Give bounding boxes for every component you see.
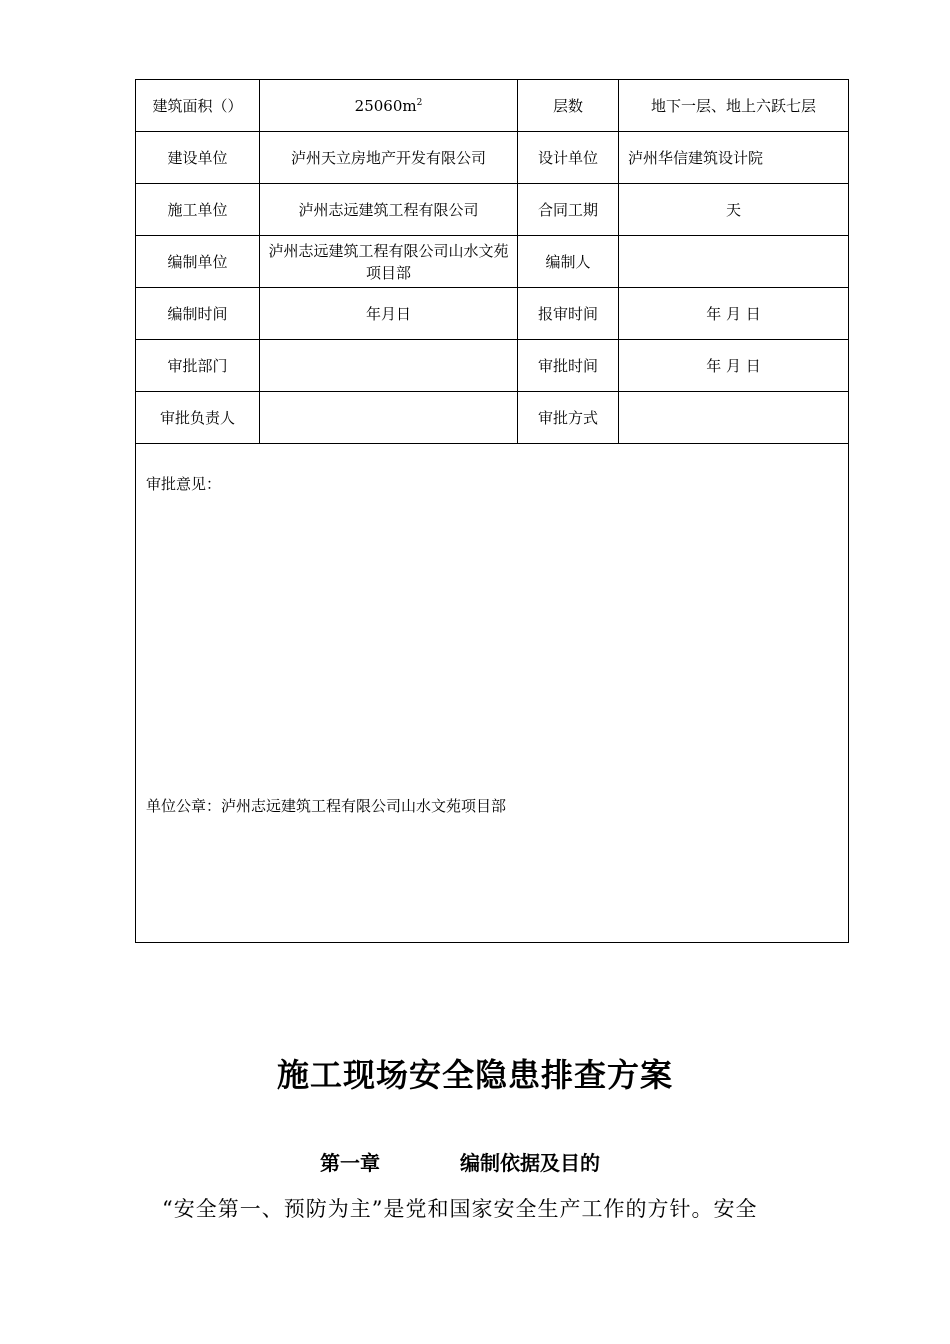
compiler-unit-value: 泸州志远建筑工程有限公司山水文苑项目部	[260, 236, 518, 288]
owner-label: 建设单位	[136, 132, 260, 184]
approval-dept-value	[260, 340, 518, 392]
table-row	[136, 288, 849, 340]
approver-value	[260, 392, 518, 444]
compiler-value	[619, 236, 849, 288]
approval-date-value: 年 月 日	[619, 340, 849, 392]
submit-date-value: 年 月 日	[619, 288, 849, 340]
designer-label: 设计单位	[518, 132, 619, 184]
table-row	[136, 80, 849, 132]
chapter-heading	[320, 1147, 600, 1176]
contract-period-value: 天	[619, 184, 849, 236]
chapter-title: 编制依据及目的	[460, 1151, 600, 1175]
table-row	[136, 340, 849, 392]
table-row	[136, 392, 849, 444]
submit-date-label: 报审时间	[518, 288, 619, 340]
body-paragraph: “安全第一、预防为主”是党和国家安全生产工作的方针。安全	[162, 1197, 758, 1221]
table-row	[136, 132, 849, 184]
contract-period-label: 合同工期	[518, 184, 619, 236]
compile-date-value: 年月日	[260, 288, 518, 340]
approval-date-label: 审批时间	[518, 340, 619, 392]
approval-opinion-cell	[136, 444, 849, 943]
approval-dept-label: 审批部门	[136, 340, 260, 392]
project-info-table	[135, 79, 849, 943]
building-area-label: 建筑面积（）	[136, 80, 260, 132]
compiler-unit-label: 编制单位	[136, 236, 260, 288]
building-area-value: $25060m^2$	[260, 80, 518, 132]
floors-value: 地下一层、地上六跃七层	[619, 80, 849, 132]
document-title: 施工现场安全隐患排查方案	[276, 1056, 673, 1094]
contractor-value: 泸州志远建筑工程有限公司	[260, 184, 518, 236]
table-row	[136, 184, 849, 236]
owner-value: 泸州天立房地产开发有限公司	[260, 132, 518, 184]
compiler-label: 编制人	[518, 236, 619, 288]
approval-opinion-label: 审批意见：	[146, 475, 222, 493]
approval-method-value	[619, 392, 849, 444]
designer-value: 泸州华信建筑设计院	[619, 132, 849, 184]
approval-method-label: 审批方式	[518, 392, 619, 444]
table-row	[136, 236, 849, 288]
unit-seal-line: 单位公章：泸州志远建筑工程有限公司山水文苑项目部	[146, 797, 507, 815]
floors-label: 层数	[518, 80, 619, 132]
table-row	[136, 444, 849, 943]
chapter-number: 第一章	[320, 1151, 380, 1175]
approver-label: 审批负责人	[136, 392, 260, 444]
contractor-label: 施工单位	[136, 184, 260, 236]
compile-date-label: 编制时间	[136, 288, 260, 340]
